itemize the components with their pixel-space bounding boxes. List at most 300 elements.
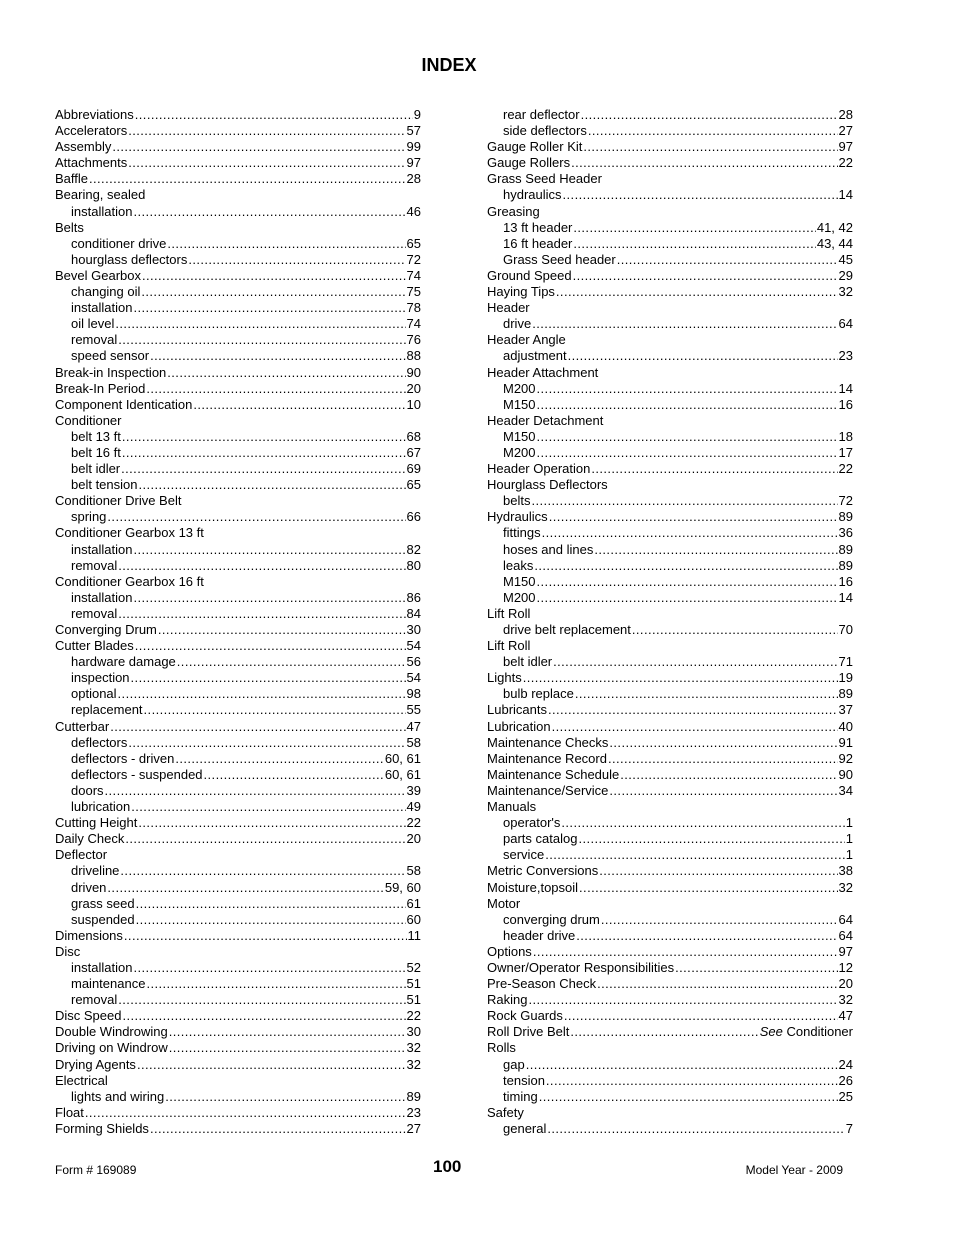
index-term: Pre-Season Check [487,976,597,992]
index-term: hourglass deflectors [71,251,188,267]
dot-leader [128,123,405,139]
index-term: rear deflector [503,107,580,122]
page-reference: 61 [406,895,421,911]
dot-leader [564,1008,838,1024]
page-reference: 32 [838,992,853,1008]
index-term: Header Attachment [487,364,599,380]
dot-leader [531,493,837,509]
dot-leader [121,461,405,477]
index-entry [55,1089,421,1105]
dot-leader [537,429,838,445]
dot-leader [537,445,838,461]
dot-leader [150,348,405,364]
index-term: adjustment [503,348,567,364]
index-entry [55,751,421,767]
page-reference: 86 [406,589,421,605]
index-entry [55,236,421,252]
index-entry [55,767,421,783]
index-entry [55,332,421,348]
dot-leader [131,670,406,686]
page-reference: 32 [406,1040,421,1056]
index-term: Break-in Inspection [55,364,167,380]
dot-leader [204,767,384,783]
dot-leader [131,799,405,815]
dot-leader [568,348,838,364]
see-target: Conditioner [786,1024,853,1040]
page-reference: 74 [406,316,421,332]
index-term: Header Operation [487,461,591,477]
dot-leader [533,944,838,960]
dot-leader [122,429,406,445]
index-term: Safety [487,1104,524,1120]
dot-leader [125,831,405,847]
index-term: 16 ft header [503,235,573,251]
index-term: belt tension [71,477,138,493]
index-term: Hydraulics [487,509,548,525]
index-entry [487,123,853,139]
index-term: maintenance [71,976,146,992]
index-term: Maintenance Record [487,750,607,766]
index-term: Owner/Operator Responsibilities [487,959,675,975]
page-reference: 43, 44 [816,235,853,251]
index-entry [487,493,853,509]
page-reference: 49 [406,799,421,815]
dot-leader [135,638,406,654]
index-entry [55,896,421,912]
index-term: Cutting Height [55,815,138,831]
dot-leader [588,123,838,139]
index-term: suspended [71,911,135,927]
index-entry [487,252,853,268]
index-term: side deflectors [503,123,587,139]
index-term: M200 [503,380,536,396]
dot-leader [122,445,406,461]
dot-leader [526,1057,838,1073]
index-entry [487,461,853,477]
index-term: belt idler [71,461,121,477]
page-reference: 27 [406,1120,421,1136]
page-reference: 68 [406,428,421,444]
page-reference: 37 [838,702,853,718]
dot-leader [608,751,838,767]
index-term: parts catalog [503,831,578,847]
page-reference: 84 [406,605,421,621]
dot-leader [620,767,837,783]
page-reference: 40 [838,718,853,734]
index-entry [487,1105,853,1121]
index-term: speed sensor [71,348,150,364]
page-reference: 89 [838,509,853,525]
index-entry [55,1008,421,1024]
index-term: Double Windrowing [55,1024,168,1040]
page-reference: 98 [406,686,421,702]
dot-leader [138,815,405,831]
index-term: timing [503,1088,538,1104]
page-reference: 29 [838,267,853,283]
index-entry [487,542,853,558]
page-reference: 38 [838,863,853,879]
page-reference: 12 [838,959,853,975]
index-entry [55,847,421,863]
page-reference: 20 [406,831,421,847]
page-reference: 69 [406,461,421,477]
index-entry [55,574,421,590]
index-term: Drying Agents [55,1056,136,1072]
index-entry [487,686,853,702]
index-term: deflectors - driven [71,750,175,766]
index-entry [55,429,421,445]
dot-leader [617,252,838,268]
page-reference: 78 [406,300,421,316]
index-entry [487,1073,853,1089]
index-term: Header Angle [487,332,566,348]
index-term: service [503,847,545,863]
index-entry [55,783,421,799]
dot-leader [112,139,405,155]
dot-leader [122,1008,405,1024]
index-term: Baffle [55,171,89,187]
index-entry [55,1040,421,1056]
index-term: Cutterbar [55,718,110,734]
index-term: Header Detachment [487,412,604,428]
index-entry [487,896,853,912]
index-entry [55,107,421,123]
dot-leader [583,139,837,155]
index-entry [55,863,421,879]
index-term: Assembly [55,139,112,155]
index-term: Cutter Blades [55,638,134,654]
index-term: Roll Drive Belt [487,1024,570,1040]
index-entry [487,1057,853,1073]
dot-leader [570,1024,758,1040]
index-term: Converging Drum [55,622,157,637]
index-entry [55,912,421,928]
index-entry [487,429,853,445]
index-term: replacement [71,702,143,718]
page-reference [760,1024,853,1040]
index-entry [487,654,853,670]
index-entry [487,332,853,348]
dot-leader [537,397,838,413]
index-term: lubrication [71,799,131,815]
dot-leader [547,1121,844,1137]
index-term: Motor [487,895,521,911]
index-entry [55,799,421,815]
dot-leader [177,654,406,670]
index-entry [487,912,853,928]
dot-leader [537,381,838,397]
index-entry [487,445,853,461]
dot-leader [548,702,838,718]
index-entry [55,1121,421,1137]
index-entry [55,960,421,976]
index-term: fittings [503,525,541,541]
dot-leader [124,928,407,944]
index-entry [487,719,853,735]
page-reference: 52 [406,959,421,975]
dot-leader [142,268,406,284]
index-term: Ground Speed [487,267,572,283]
index-term: Lift Roll [487,638,531,654]
dot-leader [563,187,838,203]
index-term: 13 ft header [503,219,573,235]
index-entry [487,1040,853,1056]
dot-leader [118,992,405,1008]
index-entry [487,638,853,654]
index-entry [487,799,853,815]
page-reference: 10 [406,396,421,412]
index-term: removal [71,557,118,573]
index-entry [55,831,421,847]
index-term: doors [71,782,104,798]
index-term: gap [503,1056,525,1072]
dot-leader [594,542,837,558]
index-term: M200 [503,444,536,460]
page-number: 100 [433,1157,462,1176]
dot-leader [188,252,405,268]
dot-leader [561,815,844,831]
index-term: Conditioner Drive Belt [55,493,182,509]
index-entry [487,590,853,606]
index-term: Abbreviations [55,107,134,122]
dot-leader [532,316,837,332]
page-reference: 72 [406,251,421,267]
index-term: Grass Seed header [503,251,616,267]
page-reference: 20 [838,976,853,992]
page-reference: 90 [838,766,853,782]
index-entry [55,461,421,477]
index-entry [487,220,853,236]
index-entry [55,702,421,718]
index-term: inspection [71,670,130,686]
index-entry [487,558,853,574]
index-term: drive belt replacement [503,622,631,637]
page-reference: 64 [838,911,853,927]
index-term: conditioner drive [71,235,167,251]
dot-leader [139,477,406,493]
index-entry [55,880,421,896]
page-reference: 60 [406,911,421,927]
dot-leader [107,880,383,896]
page-reference: 32 [838,879,853,895]
page-reference: 76 [406,332,421,348]
page-reference: 56 [406,654,421,670]
index-term: installation [71,589,133,605]
dot-leader [120,863,405,879]
dot-leader [133,204,405,220]
index-term: Rolls [487,1040,516,1056]
page-reference: 30 [406,1024,421,1040]
page-reference: 51 [406,976,421,992]
index-entry [487,171,853,187]
index-term: drive [503,316,532,332]
page-reference: 89 [838,541,853,557]
index-entry [55,252,421,268]
page-reference: 47 [406,718,421,734]
page-title: INDEX [421,55,477,75]
dot-leader [523,670,838,686]
index-term: Lights [487,670,522,686]
page-reference: 47 [838,1008,853,1024]
page-reference: 18 [838,428,853,444]
index-entry [55,815,421,831]
dot-leader [128,735,405,751]
index-entry [55,976,421,992]
dot-leader [118,332,405,348]
dot-leader [591,461,837,477]
dot-leader [137,1057,406,1073]
index-entry [487,606,853,622]
page-reference: 57 [406,123,421,139]
dot-leader [169,1040,406,1056]
page-reference: 90 [406,364,421,380]
index-entry [487,928,853,944]
index-term: installation [71,300,133,316]
dot-leader [144,702,406,718]
page-reference: 7 [845,1120,853,1136]
dot-leader [597,976,837,992]
index-term: belt 16 ft [71,444,121,460]
page-reference: 22 [838,461,853,477]
page-reference: 45 [838,251,853,267]
index-term: spring [71,509,107,525]
page-reference: 65 [406,477,421,493]
page-reference: 19 [838,670,853,686]
index-term: lights and wiring [71,1088,165,1104]
index-term: belt idler [503,654,553,670]
index-term: Dimensions [55,927,123,943]
page-reference: 36 [838,525,853,541]
index-term: Lubricants [487,702,547,718]
dot-leader [136,896,406,912]
index-term: Daily Check [55,831,125,847]
dot-leader [537,590,838,606]
index-term: Forming Shields [55,1120,149,1136]
index-entry [55,445,421,461]
index-entry [487,670,853,686]
index-term: Driving on Windrow [55,1040,168,1056]
dot-leader [545,847,845,863]
index-entry [487,316,853,332]
page-reference: 32 [406,1056,421,1072]
index-entry [487,413,853,429]
index-term: Maintenance/Service [487,782,609,798]
index-entry [487,622,853,638]
page-reference: 51 [406,992,421,1008]
index-term: changing oil [71,284,141,300]
dot-leader [165,1089,405,1105]
dot-leader [146,976,405,992]
index-entry [55,348,421,364]
index-term: leaks [503,557,534,573]
index-term: belt 13 ft [71,428,121,444]
index-entry [55,928,421,944]
index-term: header drive [503,927,576,943]
dot-leader [609,783,837,799]
index-entry [55,638,421,654]
index-term: Moisture,topsoil [487,879,579,895]
page-reference: 66 [406,509,421,525]
page-reference: 14 [838,187,853,203]
index-entry [487,783,853,799]
page-reference: 24 [838,1056,853,1072]
index-term: M150 [503,573,536,589]
page-reference: 82 [406,541,421,557]
index-entry [55,719,421,735]
index-entry [487,155,853,171]
index-entry [55,397,421,413]
index-entry [55,1073,421,1089]
dot-leader [632,622,838,638]
page-reference: 89 [406,1088,421,1104]
index-term: Accelerators [55,123,128,139]
index-term: Greasing [487,203,540,219]
page-reference: 23 [838,348,853,364]
index-entry [55,365,421,381]
dot-leader [675,960,837,976]
index-entry [487,365,853,381]
dot-leader [534,558,837,574]
index-entry [487,509,853,525]
index-entry [55,268,421,284]
index-term: deflectors [71,734,128,750]
index-entry [55,686,421,702]
index-entry [55,477,421,493]
page-reference: 88 [406,348,421,364]
index-term: belts [503,493,531,509]
dot-leader [136,912,406,928]
index-term: removal [71,992,118,1008]
page-reference: 97 [838,139,853,155]
index-entry [55,187,421,203]
index-term: Gauge Roller Kit [487,139,583,155]
dot-leader [128,155,405,171]
page-reference: 17 [838,444,853,460]
index-term: Lift Roll [487,605,531,621]
page-reference: 22 [406,815,421,831]
page-reference: 1 [845,831,853,847]
index-term: installation [71,203,133,219]
page-reference: 26 [838,1072,853,1088]
index-entry [55,654,421,670]
index-entry [55,944,421,960]
dot-leader [118,606,405,622]
page-reference: 89 [838,557,853,573]
page-reference: 99 [406,139,421,155]
index-entry [55,1057,421,1073]
dot-leader [169,1024,406,1040]
dot-leader [133,542,405,558]
index-term: oil level [71,316,115,332]
index-term: Lubrication [487,718,551,734]
index-term: optional [71,686,117,702]
dot-leader [115,316,405,332]
page-reference: 97 [838,943,853,959]
dot-leader [601,912,838,928]
index-entry [55,509,421,525]
index-term: Gauge Rollers [487,155,571,171]
index-entry [487,751,853,767]
page-reference: 92 [838,750,853,766]
page-reference: 32 [838,284,853,300]
index-entry [487,1008,853,1024]
page-reference: 54 [406,670,421,686]
model-year: Model Year - 2009 [745,1163,843,1177]
dot-leader [546,1073,838,1089]
index-term: Disc Speed [55,1008,122,1024]
index-term: Raking [487,992,528,1008]
index-term: bulb replace [503,686,574,702]
